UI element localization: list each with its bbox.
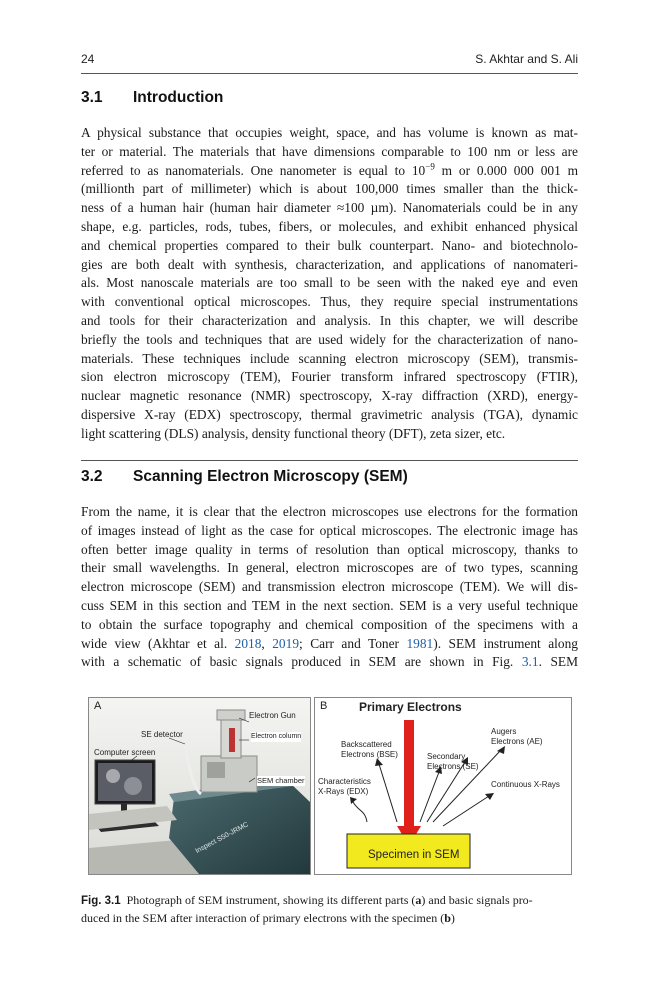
- text-line: often better image quality in terms of resolution than optical microscopy, thanks to: [81, 541, 578, 557]
- text-line: briefly the tools and techniques that are used widely for the characterization of nano-: [81, 331, 578, 347]
- text-fragment: referred to as nanomaterials. One nanometer is equal to 10: [81, 162, 426, 178]
- section-rule: [81, 460, 578, 461]
- caption-text: ) and basic signals pro-: [421, 893, 533, 907]
- section-title: Introduction: [133, 89, 224, 106]
- figure-panel-b-schematic: [314, 697, 572, 875]
- label-line: Electrons (BSE): [341, 749, 398, 759]
- text-line: [81, 162, 578, 181]
- text-fragment: with a schematic of basic signals produced in SEM are shown in Fig.: [81, 654, 522, 670]
- label-electron-column: Electron column: [251, 733, 302, 740]
- specimen-label: Specimen in SEM: [368, 849, 460, 861]
- section-number: 3.1: [81, 89, 103, 106]
- label-line: Secondary: [427, 752, 466, 761]
- text-line: sion electron microscopy (TEM), Fourier transform infrared spectroscopy (FTIR),: [81, 369, 578, 385]
- label-edx: [318, 777, 371, 796]
- figure-label: Fig. 3.1: [81, 895, 121, 907]
- primary-electrons-title: Primary Electrons: [359, 700, 462, 714]
- text-fragment: wide view (Akhtar et al.: [81, 635, 235, 651]
- caption-text: Photograph of SEM instrument, showing its different parts (: [126, 893, 416, 907]
- running-head: [81, 52, 578, 70]
- text-line: electron microscope (SEM) and transmission electron microscope (TEM). We will dis-: [81, 579, 578, 595]
- text-line: [81, 653, 578, 672]
- text-line: als. Most nanoscale materials are too small to be seen with the naked eye and even: [81, 275, 578, 291]
- instrument-watermark: Inspect S50-JRMC: [194, 821, 250, 856]
- sem-paragraph: [81, 503, 578, 672]
- page-number: 24: [81, 52, 95, 66]
- text-line: materials. These techniques include scanning electron microscopy (SEM), transmis-: [81, 350, 578, 366]
- label-continuous-xrays: Continuous X-Rays: [491, 780, 560, 789]
- caption-text: ): [450, 910, 455, 925]
- caption-text: duced in the SEM after interaction of primary electrons with the specimen (: [81, 910, 445, 925]
- text-fragment: ,: [261, 635, 273, 651]
- text-line: cuss SEM in this section and TEM in the next section. SEM is a very useful technique: [81, 597, 578, 613]
- text-line: of images instead of light as the case for optical microscopes. The electronic image has: [81, 522, 578, 538]
- text-line: and tools for their characterization and analysis. In this chapter, we will describe: [81, 312, 578, 328]
- text-fragment: m or 0.000 000 001 m: [434, 162, 579, 178]
- citation-link[interactable]: 1981: [406, 635, 434, 651]
- label-bse: [341, 740, 398, 759]
- section-heading-sem: [81, 468, 408, 486]
- label-line: Augers: [491, 727, 517, 736]
- text-line: gies are both dealt with synthesis, characterization, and applications of nanomateri-: [81, 256, 578, 272]
- text-line: nuclear magnetic resonance (NMR) spectroscopy, X-ray diffraction (XRD), energy-: [81, 388, 578, 404]
- text-line: light scattering (DLS) analysis, density functional theory (DFT), zeta sizer, etc.: [81, 425, 506, 441]
- section-heading-introduction: [81, 89, 223, 107]
- introduction-paragraph: [81, 124, 578, 444]
- text-line: ter or material. The materials that have dimensions comparable to 100 nm or less are: [81, 143, 578, 159]
- text-line: to obtain the surface topography and chemical composition of the specimens with a: [81, 616, 578, 632]
- header-rule: [81, 73, 578, 74]
- panel-letter: B: [320, 700, 328, 712]
- figure-caption: [81, 892, 578, 926]
- running-authors: S. Akhtar and S. Ali: [475, 52, 578, 66]
- label-computer-screen: Computer screen: [94, 748, 156, 757]
- label-se: [427, 752, 479, 771]
- label-line: Backscattered: [341, 740, 392, 749]
- text-line: shape, e.g. particles, rods, tubes, fibers, or molecules, and exhibit enhanced physical: [81, 218, 578, 234]
- text-line: (millionth part of millimeter) which is about 100,000 times smaller than the thick-: [81, 181, 578, 197]
- section-number: 3.2: [81, 468, 103, 485]
- text-line: dispersive X-ray (EDX) spectroscopy, thermal gravimetric analysis (TGA), dynamic: [81, 406, 578, 422]
- panel-letter: A: [94, 700, 102, 712]
- text-line: their small wavelengths. In general, electron microscopes are of two types, scanning: [81, 560, 578, 576]
- label-line: Electrons (SE): [427, 761, 479, 771]
- section-title: Scanning Electron Microscopy (SEM): [133, 468, 408, 485]
- text-line: From the name, it is clear that the electron microscopes use electrons for the formation: [81, 504, 578, 519]
- figure-panel-a-photo: [88, 697, 311, 875]
- caption-bold: b: [444, 910, 451, 925]
- caption-bold: a: [415, 893, 422, 907]
- label-line: X-Rays (EDX): [318, 786, 369, 796]
- label-augers: [491, 727, 543, 746]
- text-line: ness of a human hair (human hair diameter ≈100 µm). Nanomaterials could be in any: [81, 200, 578, 216]
- citation-link[interactable]: 2019: [272, 635, 300, 651]
- text-fragment: ; Carr and Toner: [299, 635, 407, 651]
- figure-link[interactable]: 3.1: [521, 654, 539, 670]
- text-line: with conventional optical microscopes. Thus, they require special instrumentations: [81, 294, 578, 310]
- citation-link[interactable]: 2018: [234, 635, 262, 651]
- label-line: Electrons (AE): [491, 736, 543, 746]
- exponent: −9: [425, 161, 435, 172]
- primary-beam-arrow: [397, 720, 421, 846]
- text-fragment: . SEM: [538, 654, 578, 670]
- label-sem-chamber: SEM chamber: [257, 776, 305, 785]
- label-electron-gun: Electron Gun: [249, 711, 296, 720]
- label-se-detector: SE detector: [141, 730, 183, 739]
- text-line: [81, 635, 578, 654]
- label-line: Characteristics: [318, 777, 371, 786]
- text-line: A physical substance that occupies weight, space, and has volume is known as mat-: [81, 125, 578, 140]
- text-fragment: ). SEM instrument along: [433, 635, 578, 651]
- text-line: and chemical properties compared to their bulk counterpart. Nano- and biotechnolo-: [81, 237, 578, 253]
